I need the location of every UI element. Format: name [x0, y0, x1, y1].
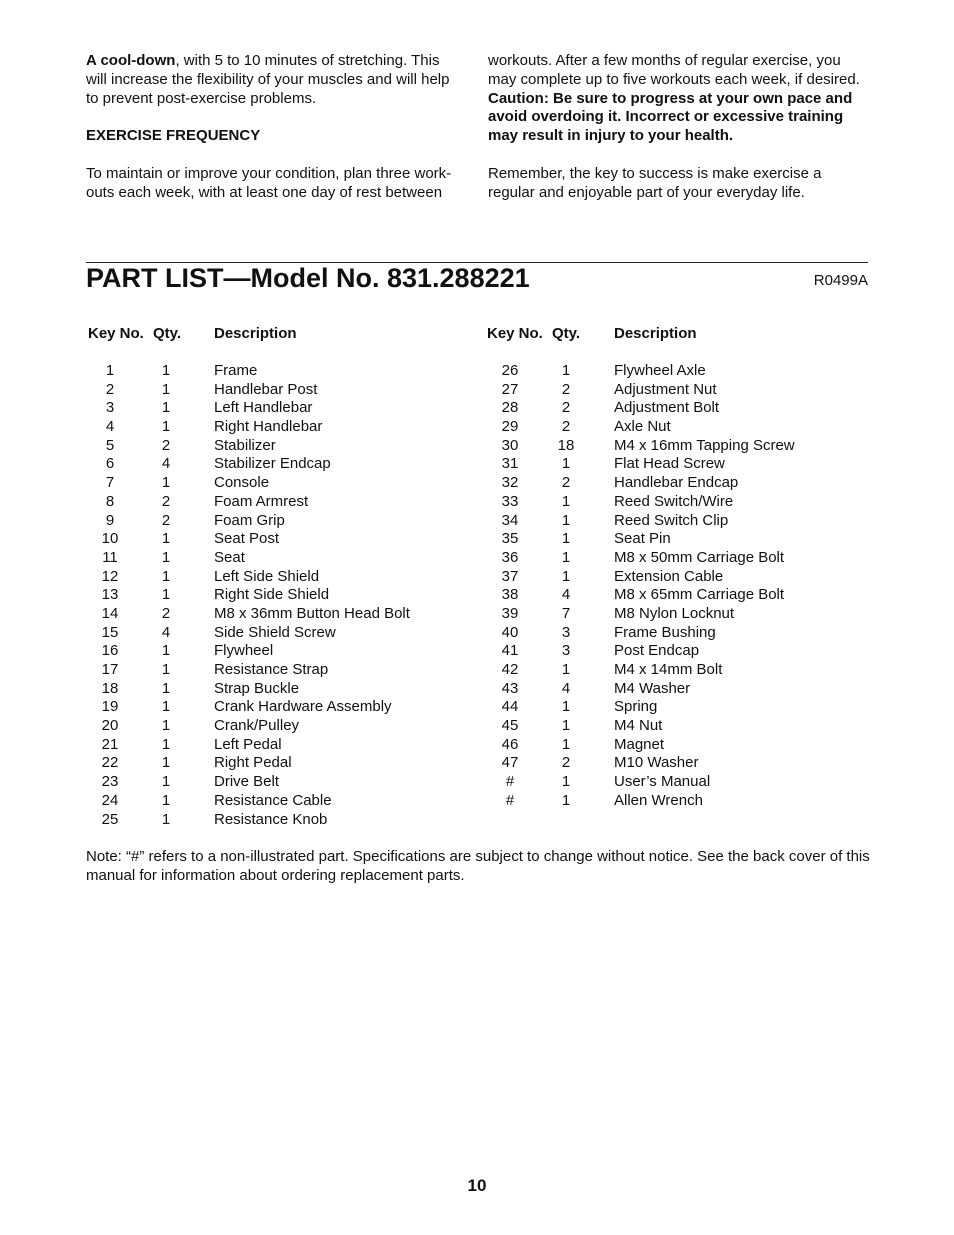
quantity: 1 — [561, 362, 571, 379]
intro-left-column — [86, 52, 464, 202]
workouts-paragraph — [488, 52, 868, 146]
key-number: 18 — [101, 679, 119, 697]
key-number: 40 — [501, 623, 519, 641]
part-description: Flywheel — [214, 642, 274, 660]
key-header: Key No. — [88, 325, 144, 342]
key-number: 5 — [105, 436, 115, 454]
part-description: Right Side Shield — [214, 586, 330, 604]
key-number: 35 — [501, 530, 519, 548]
quantity: 1 — [161, 791, 171, 809]
part-description: Adjustment Bolt — [614, 399, 720, 417]
caution-text: Caution: Be sure to progress at your own pace and avoid overdoing it. Incorrect or excessive training may result in injury to your health. — [488, 89, 853, 145]
key-number: 32 — [501, 474, 519, 492]
key-number: 26 — [501, 362, 519, 379]
key-number: 29 — [501, 418, 519, 436]
part-description: M8 Nylon Locknut — [614, 604, 735, 622]
key-number: 14 — [101, 604, 119, 622]
quantity: 2 — [561, 399, 571, 417]
quantity: 3 — [561, 623, 571, 641]
part-description: Seat Post — [214, 530, 280, 548]
part-description: M8 x 36mm Button Head Bolt — [214, 604, 410, 622]
part-description: Seat — [214, 548, 245, 566]
key-number: 15 — [101, 623, 119, 641]
part-description: Seat Pin — [614, 530, 671, 548]
cooldown-lead: A cool-down — [86, 52, 176, 69]
key-number: 8 — [105, 492, 115, 510]
quantity: 1 — [561, 735, 571, 753]
quantity: 4 — [561, 679, 571, 697]
key-number: 23 — [101, 773, 119, 791]
part-description: Reed Switch/Wire — [614, 492, 734, 510]
part-description: Frame — [214, 362, 258, 379]
quantity: 1 — [161, 548, 171, 566]
part-description: Handlebar Endcap — [614, 474, 739, 492]
part-description: Foam Armrest — [214, 492, 309, 510]
quantity: 2 — [561, 474, 571, 492]
quantity: 1 — [561, 530, 571, 548]
part-description: M10 Washer — [614, 754, 699, 772]
parts-table-right — [486, 325, 868, 809]
quantity: 1 — [161, 773, 171, 791]
quantity: 1 — [161, 810, 171, 828]
quantity: 1 — [161, 567, 171, 585]
quantity: 1 — [161, 754, 171, 772]
table-header — [486, 325, 868, 345]
frequency-heading: EXERCISE FREQUENCY — [86, 127, 261, 145]
part-description: Reed Switch Clip — [614, 511, 729, 529]
key-number: 4 — [105, 418, 115, 436]
part-description: M4 Washer — [614, 679, 691, 697]
key-number: 42 — [501, 661, 519, 678]
part-description: M4 x 16mm Tapping Screw — [614, 436, 795, 454]
quantity: 1 — [161, 399, 171, 417]
part-description: Left Handlebar — [214, 399, 313, 417]
part-description: Stabilizer — [214, 436, 276, 454]
frequency-paragraph: To maintain or improve your condition, plan three work- outs each week, with at least one day of rest between — [86, 164, 452, 201]
part-description: Spring — [614, 698, 658, 716]
part-description: Crank Hardware Assembly — [214, 698, 392, 716]
key-number: 16 — [101, 642, 119, 660]
part-description: Axle Nut — [614, 418, 671, 436]
key-number: # — [505, 791, 515, 809]
key-number: 43 — [501, 679, 519, 697]
key-number: 21 — [101, 735, 119, 753]
part-description: Resistance Knob — [214, 810, 328, 828]
quantity: 1 — [561, 511, 571, 529]
quantity: 2 — [161, 604, 171, 622]
key-number: 10 — [101, 530, 119, 548]
part-description: Right Pedal — [214, 754, 292, 772]
description-header: Description — [614, 325, 697, 342]
key-number: 11 — [102, 548, 118, 566]
part-description: M4 x 14mm Bolt — [614, 661, 723, 678]
quantity: 1 — [161, 735, 171, 753]
part-description: Post Endcap — [614, 642, 700, 660]
part-description: Resistance Cable — [214, 791, 332, 809]
key-number: 47 — [501, 754, 519, 772]
key-number: 25 — [101, 810, 119, 828]
quantity: 1 — [161, 642, 171, 660]
qty-header: Qty. — [552, 325, 581, 342]
key-number: 22 — [101, 754, 119, 772]
quantity: 1 — [561, 492, 571, 510]
key-number: # — [505, 773, 515, 791]
part-list-title: PART LIST—Model No. 831.288221 — [86, 263, 530, 293]
quantity: 2 — [161, 436, 171, 454]
part-description: Flywheel Axle — [614, 362, 706, 379]
page-number: 10 — [467, 1176, 487, 1195]
parts-table-left — [86, 325, 466, 828]
quantity: 1 — [561, 567, 571, 585]
part-description: Strap Buckle — [214, 679, 300, 697]
parts-note: Note: “#” refers to a non-illustrated part. Specifications are subject to change without notice. See the back cover of this manual for information about ordering replacement parts. — [86, 848, 870, 884]
key-number: 44 — [501, 698, 519, 716]
part-description: M4 Nut — [614, 717, 663, 735]
key-number: 1 — [105, 362, 115, 379]
part-description: Right Handlebar — [214, 418, 323, 436]
quantity: 1 — [561, 698, 571, 716]
key-number: 20 — [101, 717, 119, 735]
quantity: 1 — [161, 661, 171, 678]
part-description: Resistance Strap — [214, 661, 329, 678]
quantity: 2 — [161, 492, 171, 510]
key-number: 19 — [101, 698, 119, 716]
key-number: 12 — [101, 567, 119, 585]
key-number: 17 — [101, 661, 119, 678]
key-number: 28 — [501, 399, 519, 417]
quantity: 2 — [561, 380, 571, 398]
key-number: 37 — [501, 567, 519, 585]
quantity: 2 — [561, 418, 571, 436]
quantity: 4 — [161, 455, 171, 473]
quantity: 2 — [161, 511, 171, 529]
key-number: 30 — [501, 436, 519, 454]
part-list-code: R0499A — [813, 272, 868, 289]
part-description: M8 x 65mm Carriage Bolt — [614, 586, 785, 604]
quantity: 1 — [161, 586, 171, 604]
key-number: 24 — [101, 791, 119, 809]
key-number: 6 — [105, 455, 115, 473]
qty-header: Qty. — [153, 325, 182, 342]
part-description: Magnet — [614, 735, 665, 753]
quantity: 1 — [561, 548, 571, 566]
key-number: 36 — [501, 548, 519, 566]
key-number: 2 — [105, 380, 115, 398]
cooldown-text: , with 5 to 10 minutes of stretching. This will increase the flexibility of your muscles and will help to prevent post-exercise problems. — [86, 52, 450, 107]
quantity: 1 — [161, 380, 171, 398]
key-header: Key No. — [487, 325, 543, 342]
intro-right-column — [488, 52, 868, 202]
quantity: 1 — [561, 791, 571, 809]
key-number: 9 — [105, 511, 115, 529]
part-description: Side Shield Screw — [214, 623, 336, 641]
quantity: 1 — [561, 773, 571, 791]
part-description: Frame Bushing — [614, 623, 716, 641]
key-number: 33 — [501, 492, 519, 510]
part-description: Stabilizer Endcap — [214, 455, 331, 473]
key-number: 31 — [501, 455, 519, 473]
quantity: 4 — [161, 623, 171, 641]
remember-paragraph: Remember, the key to success is make exercise a regular and enjoyable part of your everyday life. — [488, 164, 822, 201]
workouts-text: workouts. After a few months of regular exercise, you may complete up to five workouts each week, if desired. — [488, 52, 860, 88]
key-number: 34 — [501, 511, 519, 529]
quantity: 1 — [561, 455, 571, 473]
part-description: Allen Wrench — [614, 791, 703, 809]
quantity: 1 — [561, 661, 571, 678]
quantity: 1 — [161, 474, 171, 492]
part-description: Left Side Shield — [214, 567, 320, 585]
key-number: 41 — [501, 642, 519, 660]
part-description: Console — [214, 474, 270, 492]
quantity: 18 — [557, 436, 575, 454]
quantity: 7 — [561, 604, 571, 622]
quantity: 1 — [561, 717, 571, 735]
description-header: Description — [214, 325, 297, 342]
key-number: 38 — [501, 586, 519, 604]
quantity: 2 — [561, 754, 571, 772]
cooldown-paragraph — [86, 52, 464, 108]
part-description: Handlebar Post — [214, 380, 318, 398]
part-description: User’s Manual — [614, 773, 711, 791]
part-description: Adjustment Nut — [614, 380, 717, 398]
table-header — [86, 325, 466, 345]
part-description: Flat Head Screw — [614, 455, 725, 473]
part-description: Crank/Pulley — [214, 717, 300, 735]
quantity: 1 — [161, 698, 171, 716]
quantity: 1 — [161, 418, 171, 436]
quantity: 1 — [161, 717, 171, 735]
key-number: 13 — [101, 586, 119, 604]
quantity: 3 — [561, 642, 571, 660]
part-description: Extension Cable — [614, 567, 724, 585]
part-description: M8 x 50mm Carriage Bolt — [614, 548, 785, 566]
part-description: Left Pedal — [214, 735, 282, 753]
key-number: 3 — [105, 399, 115, 417]
part-description: Drive Belt — [214, 773, 280, 791]
quantity: 1 — [161, 530, 171, 548]
quantity: 4 — [561, 586, 571, 604]
quantity: 1 — [161, 362, 171, 379]
key-number: 7 — [105, 474, 115, 492]
key-number: 46 — [501, 735, 519, 753]
key-number: 27 — [501, 380, 519, 398]
key-number: 45 — [501, 717, 519, 735]
key-number: 39 — [501, 604, 519, 622]
part-description: Foam Grip — [214, 511, 285, 529]
quantity: 1 — [161, 679, 171, 697]
